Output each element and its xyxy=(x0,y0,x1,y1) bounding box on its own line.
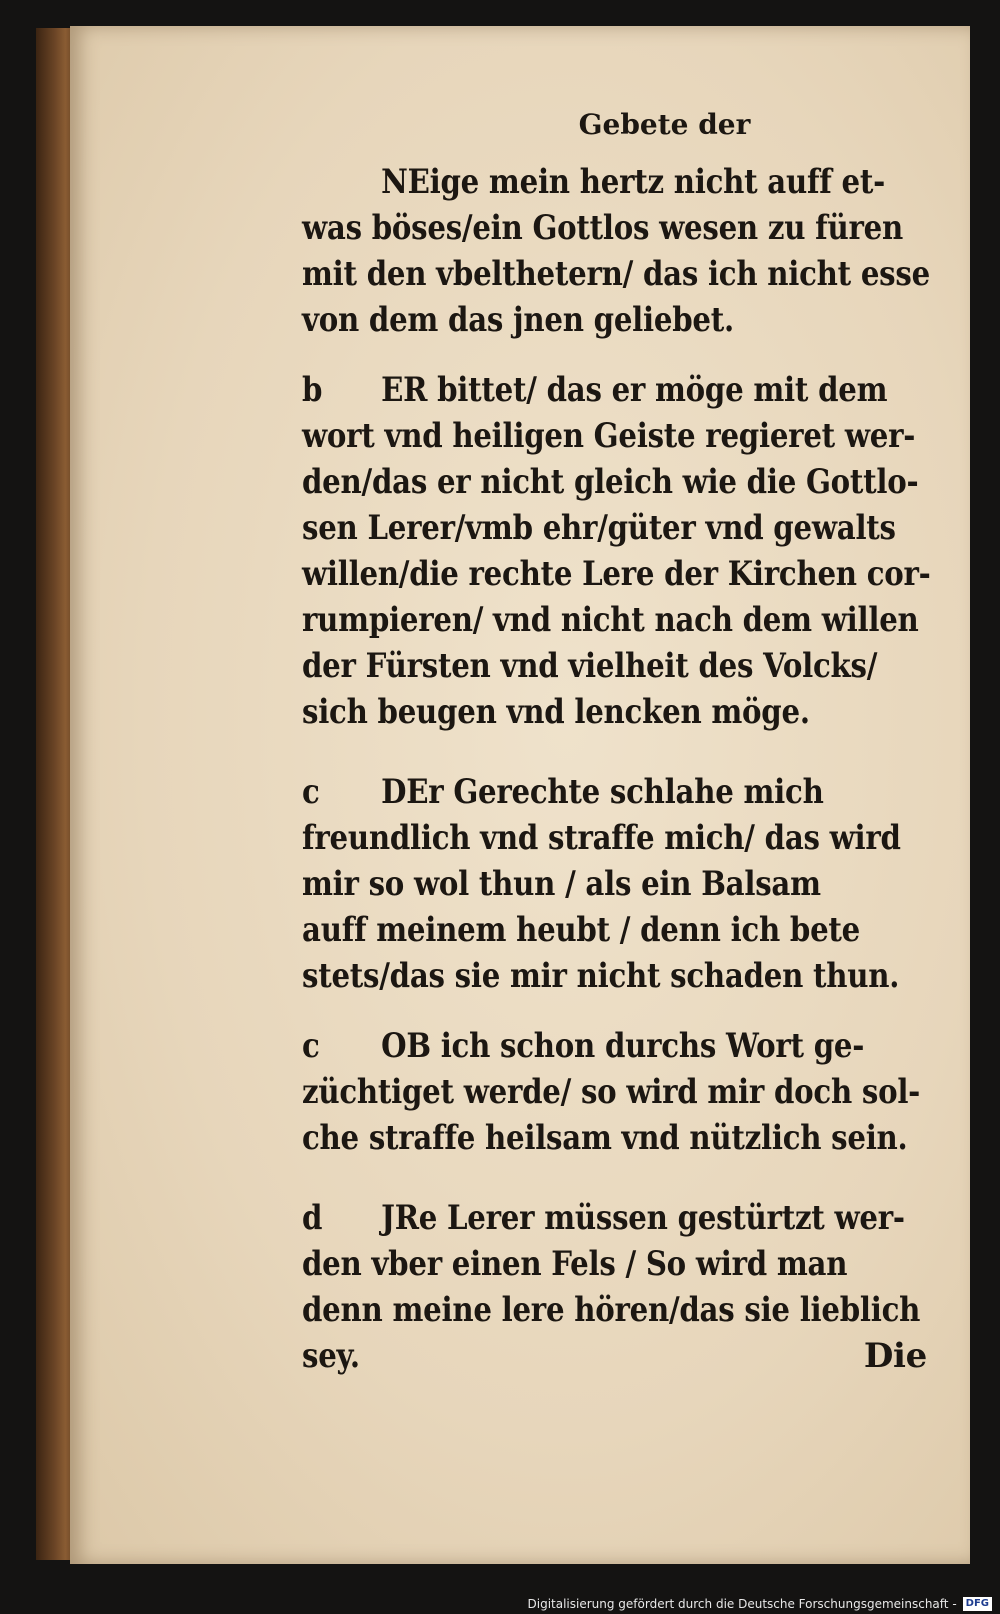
line-text: ER bittet/ das er möge mit dem xyxy=(381,370,888,410)
text-line: denn meine lere hören/das sie lieblich xyxy=(302,1290,921,1330)
text-line: den/das er nicht gleich wie die Gottlo- xyxy=(302,462,919,502)
text-line xyxy=(302,1023,865,1069)
text-line xyxy=(302,367,888,413)
text-line: sich beugen vnd lencken möge. xyxy=(302,692,810,732)
text-line: züchtiget werde/ so wird mir doch sol- xyxy=(302,1072,921,1112)
running-head: Gebete der xyxy=(578,108,751,141)
text-line: freundlich vnd straffe mich/ das wird xyxy=(302,818,901,858)
text-line: sey. xyxy=(302,1336,360,1376)
text-line: was böses/ein Gottlos wesen zu füren xyxy=(302,208,903,248)
text-line: auff meinem heubt / denn ich bete xyxy=(302,910,861,950)
paragraph-2 xyxy=(302,367,947,735)
text-line: willen/die rechte Lere der Kirchen cor- xyxy=(302,554,931,594)
margin-letter: c xyxy=(302,772,320,812)
text-line: stets/das sie mir nicht schaden thun. xyxy=(302,956,900,996)
margin-letter: d xyxy=(302,1198,323,1238)
funding-credit: Digitalisierung gefördert durch die Deutsche Forschungsgemeinschaft - xyxy=(527,1597,957,1611)
dfg-logo: DFG xyxy=(963,1597,992,1611)
text-block xyxy=(302,108,947,1403)
text-line: von dem das jnen geliebet. xyxy=(302,300,734,340)
text-line: mit den vbelthetern/ das ich nicht esse xyxy=(302,254,930,294)
text-line: sen Lerer/vmb ehr/güter vnd gewalts xyxy=(302,508,896,548)
text-line: wort vnd heiligen Geiste regieret wer- xyxy=(302,416,916,456)
line-text: JRe Lerer müssen gestürtzt wer- xyxy=(381,1198,905,1238)
catchword: Die xyxy=(863,1336,927,1376)
paragraph-1 xyxy=(302,159,947,343)
paragraph-3 xyxy=(302,769,947,999)
paragraph-5 xyxy=(302,1195,947,1379)
text-line: mir so wol thun / als ein Balsam xyxy=(302,864,821,904)
text-line xyxy=(302,769,857,815)
text-line: NEige mein hertz nicht auff et- xyxy=(381,162,886,202)
line-text: OB ich schon durchs Wort ge- xyxy=(381,1026,865,1066)
line-text: DEr Gerechte schlahe mich xyxy=(381,772,824,812)
margin-letter: c xyxy=(302,1026,320,1066)
margin-letter: b xyxy=(302,370,323,410)
last-line xyxy=(302,1333,947,1379)
footer-credit xyxy=(528,1597,993,1611)
paragraph-4 xyxy=(302,1023,947,1161)
text-line xyxy=(302,1195,905,1241)
text-line: rumpieren/ vnd nicht nach dem willen xyxy=(302,600,919,640)
text-line: den vber einen Fels / So wird man xyxy=(302,1244,848,1284)
text-line: der Fürsten vnd vielheit des Volcks/ xyxy=(302,646,878,686)
text-line: che straffe heilsam vnd nützlich sein. xyxy=(302,1118,908,1158)
